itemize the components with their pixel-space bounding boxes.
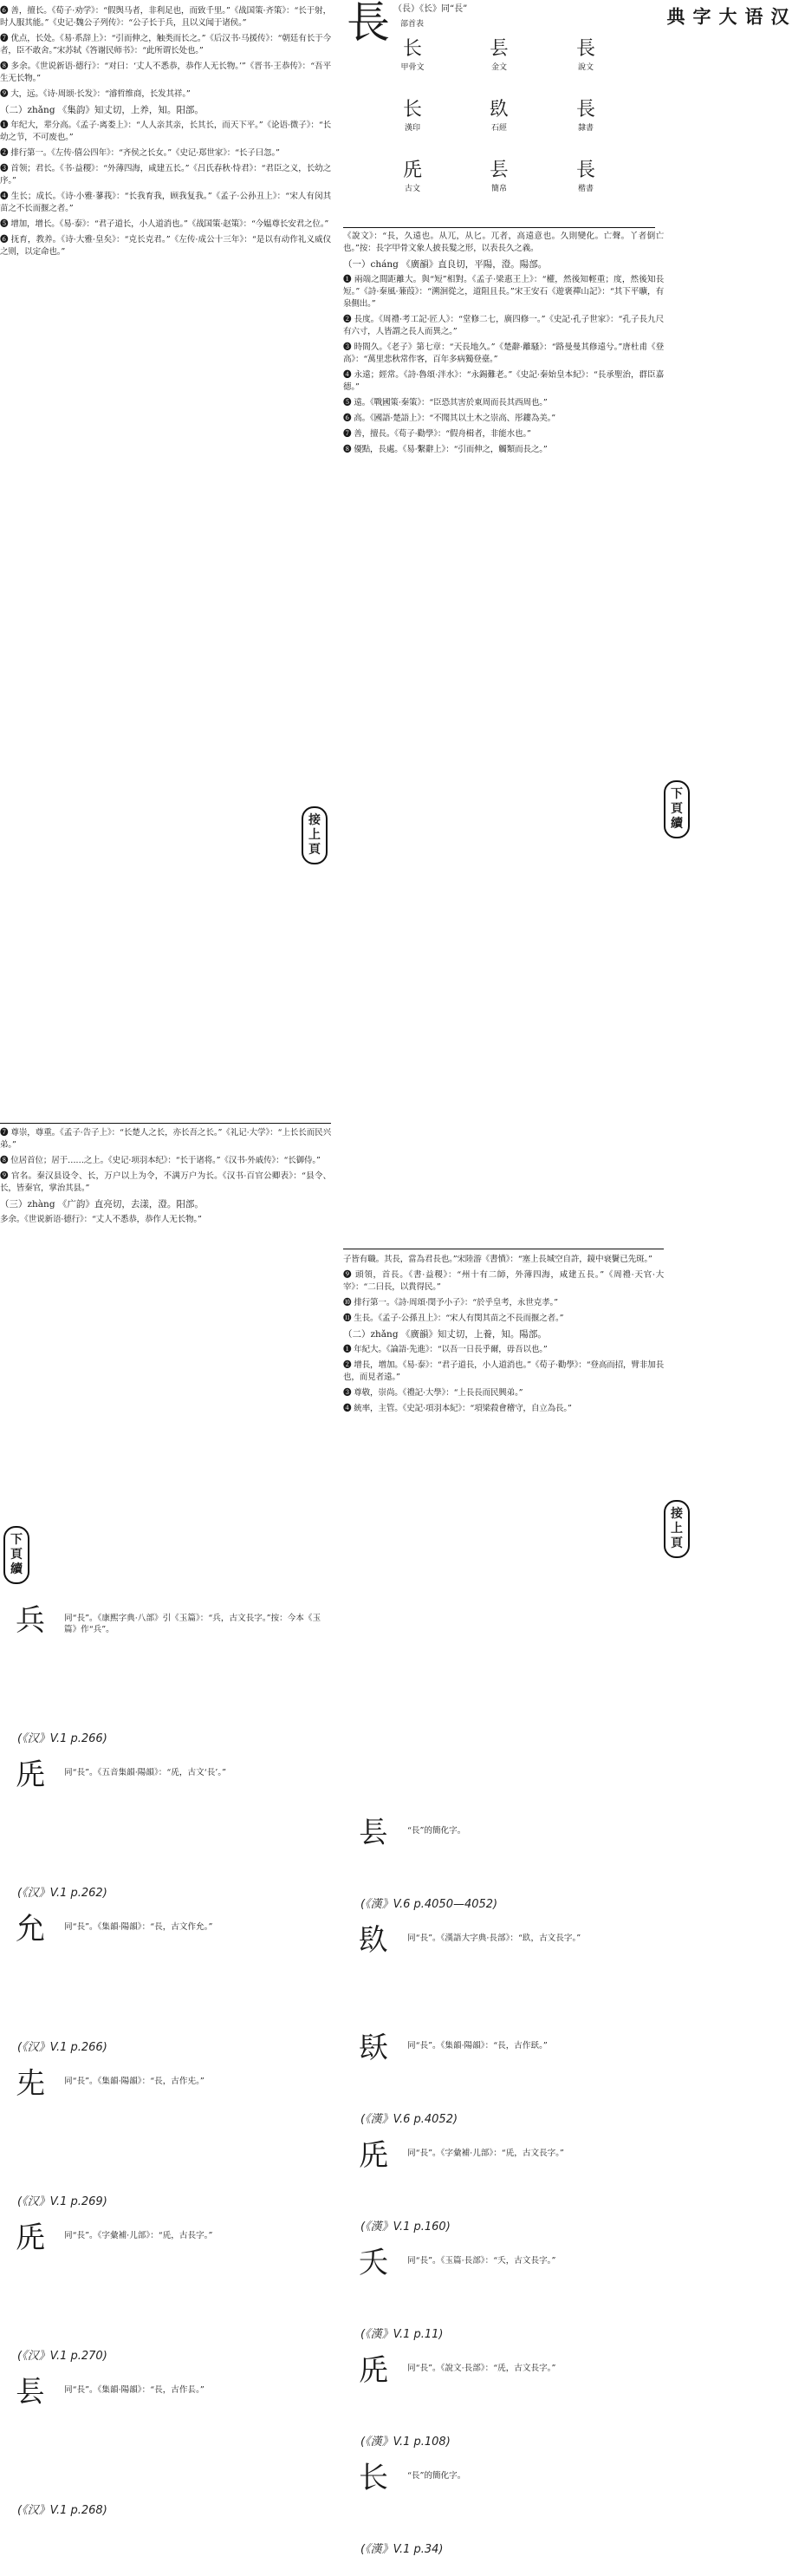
definition-paragraph: ❶ 年纪大，辈分高。《孟子·离娄上》：“人人亲其亲，长其长，而天下平。”《论语·微子》：“长幼之节，不可废也。” [0, 121, 331, 142]
variant-note: “長”的簡化字。 [407, 1826, 466, 1836]
glyph-form-char: 镹 [489, 99, 509, 121]
variant-note: 同“長”。《玉篇·長部》：“夭，古文長字。” [407, 2256, 556, 2266]
continued-tag-left-bottom: 下頁續 [3, 1526, 29, 1584]
variant-headword: 镺 [359, 2031, 388, 2065]
definition-paragraph: ❷ 增長，增加。《易·泰》：“君子道長，小人道消也。”《荀子·勸學》：“登高而招，臂非加長也，而見者遠。” [343, 1360, 664, 1382]
definition-paragraph: 《說文》：“長，久遠也。从兀，从匕。兀者，高遠意也。久則變化。亡聲。丫者倒亡也。”按：長字甲骨文象人披長髮之形，以表長久之義。 [343, 232, 664, 253]
variant-entry [343, 2247, 690, 2354]
definition-paragraph: ❹ 生长；成长。《诗·小雅·蓼莪》：“长我育我，顾我复我。”《孟子·公孙丑上》：“宋人有闵其苗之不长而揠之者。” [0, 192, 331, 213]
right-definition-text-lower [343, 1254, 664, 1809]
glyph-form-char: 长 [402, 38, 422, 60]
left-definition-text [0, 5, 331, 1131]
handwritten-reference: (《汉》V.1 p.268) [17, 2504, 107, 2517]
variant-headword: 镸 [359, 1816, 388, 1850]
glyph-form-label: 石經 [490, 124, 507, 133]
left-definition-text-lower [0, 1127, 331, 1431]
definition-paragraph: ❺ 遠。《戰國策·秦策》：“臣恐其害於東周而長其西周也。” [343, 398, 548, 408]
handwritten-reference: (《汉》V.1 p.266) [17, 2041, 107, 2054]
handwritten-reference: (《漢》V.1 p.108) [360, 2436, 451, 2449]
variant-note: 同“長”。《字彙補·儿部》：“兏，古長字。” [64, 2231, 213, 2240]
glyph-form-label: 漢印 [404, 124, 420, 133]
right-definition-text [343, 231, 664, 1228]
handwritten-reference: (《汉》V.1 p.269) [17, 2195, 107, 2208]
glyph-form [386, 160, 438, 193]
handwritten-reference: (《汉》V.1 p.266) [17, 1732, 107, 1745]
variant-headword: 长 [359, 2461, 388, 2495]
definition-paragraph: ❻ 抚育，教养。《诗·大雅·皇矣》：“克长克君。”《左传·成公十三年》：“是以有动作礼义威仪之则，以定命也。” [0, 235, 331, 257]
variant-note: 同“長”。《集韻·陽韻》：“長，古文作允。” [64, 1922, 213, 1932]
glyph-form-label: 楷書 [577, 185, 594, 193]
glyph-form-char: 兏 [402, 160, 422, 181]
variant-headword: 兵 [16, 1603, 45, 1638]
definition-paragraph: ❽ 優點，長處。《易·繫辭上》：“引而伸之，觸類而長之。” [343, 445, 548, 454]
variant-headword: 兏 [359, 2353, 388, 2388]
variant-entry [343, 1816, 690, 1924]
definition-paragraph: ⓫ 生長。《孟子·公孫丑上》：“宋人有閔其苗之不長而揠之者。” [343, 1314, 564, 1323]
definition-paragraph: （一）cháng 《廣韻》直良切，平陽，澄。陽部。 [343, 259, 548, 270]
definition-paragraph: （三）zhàng 《广韵》直亮切，去漾，澄。阳部。 [0, 1199, 204, 1210]
headword-subtitle: （長）《长》同“長” [393, 4, 468, 14]
glyph-form-label: 甲骨文 [400, 63, 425, 72]
definition-paragraph: ❿ 排行第一。《詩·周頌·閔予小子》：“於乎皇考，永世克孝。” [343, 1298, 558, 1308]
variant-note: 同“長”。《康熙字典·八部》引《玉篇》：“兵，古文長字。”按：今本《玉篇》作“兵”。 [64, 1614, 321, 1634]
glyph-form [386, 38, 438, 72]
definition-paragraph: ❶ 兩端之間距離大。與“短”相對。《孟子·梁惠王上》：“權，然後知輕重；度，然後知長短。”《詩·秦風·蒹葭》：“溯洄從之，道阻且長。”宋王安石《遊褒禪山記》：“其下平曠，有泉側出。” [343, 275, 664, 309]
definition-paragraph: ❷ 長度。《周禮·考工記·匠人》：“堂修二七，廣四修一。”《史記·孔子世家》：“孔子長九尺有六寸，人皆謂之長人而異之。” [343, 315, 664, 336]
glyph-form [560, 38, 612, 72]
handwritten-reference: (《漢》V.1 p.34) [360, 2543, 444, 2556]
definition-paragraph: ❺ 增加，增长。《易·泰》：“君子道长，小人道消也。”《战国策·赵策》：“今媪尊长安君之位。” [0, 219, 329, 229]
handwritten-reference: (《漢》V.1 p.11) [360, 2328, 444, 2341]
divider [343, 227, 655, 228]
variant-note: 同“長”。《五音集韻·陽韻》：“兏，古文‘長’。” [64, 1768, 227, 1777]
handwritten-reference: (《漢》V.6 p.4050—4052) [360, 1898, 498, 1911]
definition-paragraph: ❻ 善，擅长。《荀子·劝学》：“假舆马者，非利足也，而致千里。”《战国策·齐策》：“长于射，时人服其能。”《史记·魏公子列传》：“公子长于兵，且以义闻于诸侯。” [0, 6, 331, 28]
definition-paragraph: ❻ 高。《國語·楚語上》：“不聞其以土木之崇高、彤鏤為美。” [343, 414, 555, 423]
glyph-form [473, 160, 525, 193]
glyph-form-label: 金文 [490, 63, 507, 72]
continued-tag-right-top: 下頁續 [664, 780, 690, 838]
glyph-form-char: 長 [575, 160, 595, 181]
glyph-form-label: 古文 [404, 185, 420, 193]
definition-paragraph: ❸ 首领；君长。《书·益稷》：“外薄四海，咸建五长。”《吕氏春秋·恃君》：“君臣之义，长幼之序。” [0, 164, 331, 186]
variant-headword: 兏 [16, 1758, 45, 1792]
definition-paragraph: ❹ 永遠；經常。《詩·魯頌·泮水》：“永錫難老。”《史記·秦始皇本紀》：“長承聖治，群臣嘉德。” [343, 370, 664, 392]
glyph-form-char: 镸 [489, 38, 509, 60]
variant-note: “長”的簡化字。 [407, 2471, 466, 2481]
variant-entry [0, 1758, 331, 1913]
definition-paragraph: ❶ 年紀大。《論語·先進》：“以吾一日長乎爾，毋吾以也。” [343, 1345, 548, 1354]
definition-paragraph: ❽ 多余。《世说新语·德行》：“对曰：‘丈人不悉恭，恭作人无长物。’”《晋书·王恭传》：“吾平生无长物。” [0, 62, 331, 83]
definition-paragraph: ❷ 排行第一。《左传·僖公四年》：“齐侯之长女。”《史记·郑世家》：“长子曰忽。” [0, 148, 280, 158]
variant-entry [343, 2031, 690, 2139]
variant-entry [0, 2376, 331, 2530]
dictionary-title: 汉语大字典 [665, 7, 790, 29]
variant-entry [0, 1913, 331, 2067]
glyph-form [560, 160, 612, 193]
variant-entry [0, 2221, 331, 2376]
glyph-form [560, 99, 612, 133]
continued-tag-left-top: 接上頁 [302, 806, 328, 864]
variant-entry [0, 2067, 331, 2221]
glyph-form-label: 簡帛 [490, 185, 507, 193]
glyph-form [473, 99, 525, 133]
variant-headword: 兏 [16, 2221, 45, 2255]
definition-paragraph: ❼ 尊崇，尊重。《孟子·告子上》：“长楚人之长，亦长吾之长。”《礼记·大学》：“上长长而民兴弟。” [0, 1128, 331, 1150]
radical-note: 部首表 [400, 20, 425, 29]
definition-paragraph: ❾ 官名。秦汉县设令、长，万户以上为令，不满万户为长。《汉书·百官公卿表》：“县令、长，皆秦官，掌治其县。” [0, 1171, 331, 1193]
variant-entry [343, 2139, 690, 2247]
glyph-form-label: 隸書 [577, 124, 594, 133]
definition-paragraph: （二）zhǎng 《廣韻》知丈切，上養，知。陽部。 [343, 1329, 547, 1340]
variant-entry [0, 1604, 331, 1758]
variant-headword: 镸 [16, 2375, 45, 2410]
definition-paragraph: ❼ 优点，长处。《易·系辞上》：“引而伸之，触类而长之。”《后汉书·马援传》：“朝廷有长于今者，臣不敢舍。”宋苏轼《答谢民师书》：“此所谓长处也。” [0, 34, 331, 55]
glyph-form-char: 長 [575, 99, 595, 121]
variant-note: 同“長”。《集韻·陽韻》：“長，古作镸。” [64, 2385, 204, 2395]
handwritten-reference: (《漢》V.6 p.4052) [360, 2113, 458, 2126]
glyph-form-label: 說文 [577, 63, 594, 72]
variant-headword: 兏 [359, 2138, 388, 2173]
variant-note: 同“長”。《字彙補·儿部》：“兏，古文長字。” [407, 2149, 564, 2158]
variant-entry [343, 2462, 690, 2569]
definition-paragraph: ❼ 善，擅長。《荀子·勸學》：“假舟楫者，非能水也。” [343, 429, 531, 439]
definition-paragraph: ❽ 位居首位；居于……之上。《史记·项羽本纪》：“长于诸将。”《汉书·外戚传》：“长御侍。” [0, 1156, 321, 1165]
divider [0, 1123, 331, 1124]
variant-note: 同“長”。《集韻·陽韻》：“長，古作镺。” [407, 2041, 548, 2051]
variant-headword: 兂 [16, 2066, 45, 2101]
definition-paragraph: ❸ 時間久。《老子》第七章：“天長地久。”《楚辭·離騷》：“路曼曼其修遠兮。”唐杜甫《登高》：“萬里悲秋常作客，百年多病獨登臺。” [343, 342, 664, 364]
headword: 長 [347, 0, 390, 48]
variant-headword: 夭 [359, 2246, 388, 2280]
glyph-form [386, 99, 438, 133]
handwritten-reference: (《汉》V.1 p.262) [17, 1887, 107, 1900]
definition-paragraph: ❾ 大，远。《诗·周颂·长发》：“濬哲维商，长发其祥。” [0, 89, 191, 99]
handwritten-reference: (《漢》V.1 p.160) [360, 2221, 451, 2234]
glyph-form-char: 长 [402, 99, 422, 121]
glyph-form [473, 38, 525, 72]
handwritten-reference: (《汉》V.1 p.270) [17, 2350, 107, 2363]
variant-headword: 允 [16, 1912, 45, 1947]
variant-entry [343, 2354, 690, 2462]
continued-tag-right-bottom: 接上頁 [664, 1500, 690, 1558]
glyph-form-char: 镸 [489, 160, 509, 181]
variant-note: 同“長”。《漢語大字典·長部》：“镹，古文長字。” [407, 1934, 581, 1943]
variant-note: 同“長”。《說文·長部》：“兏，古文長字。” [407, 2364, 556, 2373]
definition-paragraph: ❸ 尊敬，崇尚。《禮記·大學》：“上長長而民興弟。” [343, 1388, 523, 1398]
glyph-forms-table [378, 35, 638, 224]
variant-entry [343, 1924, 690, 2031]
glyph-form-char: 長 [575, 38, 595, 60]
definition-paragraph: ❹ 統率，主管。《史記·項羽本紀》：“項梁殺會稽守，自立為長。” [343, 1404, 572, 1413]
variant-note: 同“長”。《集韻·陽韻》：“長，古作兂。” [64, 2077, 204, 2086]
definition-paragraph: ❾ 頭領，首長。《書·益稷》：“州十有二師，外薄四海，咸建五長。”《周禮·天官·大宰》：“二曰長，以貴得民。” [343, 1270, 664, 1292]
definition-paragraph: 多余。《世说新语·德行》：“丈人不悉恭，恭作人无长物。” [0, 1215, 202, 1224]
definition-paragraph: 子皆有職。其長，當為君長也。”宋陸游《書憤》：“塞上長城空自許，鏡中衰鬢已先斑。” [343, 1255, 652, 1264]
definition-paragraph: （二）zhǎng 《集韵》知丈切，上养，知。阳部。 [0, 105, 204, 115]
variant-headword: 镹 [359, 1923, 388, 1958]
